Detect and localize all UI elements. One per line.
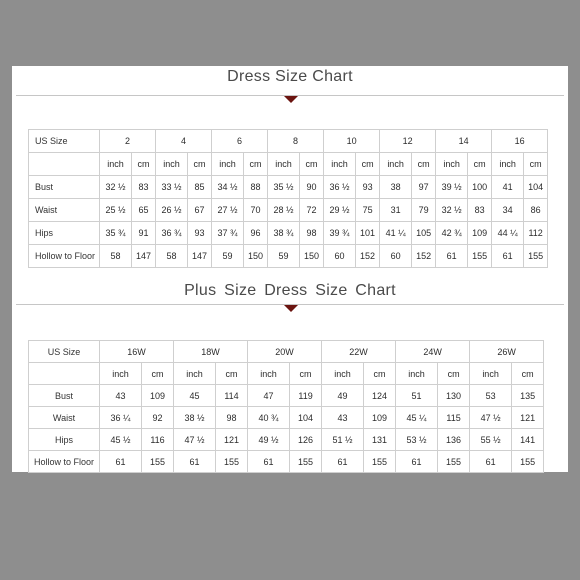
inch-unit-header: inch xyxy=(470,363,512,385)
measurement-value: 61 xyxy=(470,451,512,473)
measurement-value: 93 xyxy=(356,176,380,199)
table-row xyxy=(29,385,544,407)
measurement-value: 59 xyxy=(212,245,244,268)
size-column-header: 12 xyxy=(380,130,436,153)
measurement-value: 45 ½ xyxy=(100,429,142,451)
measurement-value: 47 ½ xyxy=(174,429,216,451)
measurement-value: 101 xyxy=(356,222,380,245)
measurement-value: 61 xyxy=(492,245,524,268)
measurement-value: 75 xyxy=(356,199,380,222)
measurement-value: 61 xyxy=(100,451,142,473)
measurement-label: Hollow to Floor xyxy=(29,245,100,268)
inch-unit-header: inch xyxy=(100,153,132,176)
cm-unit-header: cm xyxy=(412,153,436,176)
measurement-value: 152 xyxy=(356,245,380,268)
inch-unit-header: inch xyxy=(380,153,412,176)
empty-cell xyxy=(29,363,100,385)
measurement-value: 35 ½ xyxy=(268,176,300,199)
measurement-value: 70 xyxy=(244,199,268,222)
measurement-value: 61 xyxy=(436,245,468,268)
cm-unit-header: cm xyxy=(142,363,174,385)
measurement-label: Hips xyxy=(29,222,100,245)
measurement-value: 65 xyxy=(132,199,156,222)
measurement-value: 60 xyxy=(324,245,356,268)
measurement-value: 61 xyxy=(396,451,438,473)
measurement-value: 105 xyxy=(412,222,436,245)
table-row xyxy=(29,176,548,199)
measurement-value: 85 xyxy=(188,176,212,199)
measurement-value: 58 xyxy=(156,245,188,268)
table-row xyxy=(29,245,548,268)
measurement-value: 121 xyxy=(216,429,248,451)
cm-unit-header: cm xyxy=(468,153,492,176)
measurement-value: 72 xyxy=(300,199,324,222)
inch-unit-header: inch xyxy=(156,153,188,176)
measurement-label: Bust xyxy=(29,385,100,407)
measurement-value: 27 ½ xyxy=(212,199,244,222)
size-column-header: 18W xyxy=(174,341,248,363)
measurement-value: 51 ½ xyxy=(322,429,364,451)
size-header-row xyxy=(29,341,544,363)
size-column-header: 22W xyxy=(322,341,396,363)
inch-unit-header: inch xyxy=(436,153,468,176)
measurement-value: 29 ½ xyxy=(324,199,356,222)
measurement-value: 109 xyxy=(364,407,396,429)
measurement-value: 32 ½ xyxy=(100,176,132,199)
measurement-value: 116 xyxy=(142,429,174,451)
measurement-value: 97 xyxy=(412,176,436,199)
measurement-value: 121 xyxy=(512,407,544,429)
plus-size-chart-title: Plus Size Dress Size Chart xyxy=(184,282,396,299)
inch-unit-header: inch xyxy=(248,363,290,385)
measurement-value: 42 ¾ xyxy=(436,222,468,245)
table-row xyxy=(29,407,544,429)
measurement-value: 37 ¾ xyxy=(212,222,244,245)
measurement-value: 41 xyxy=(492,176,524,199)
size-column-header: 14 xyxy=(436,130,492,153)
inch-unit-header: inch xyxy=(212,153,244,176)
us-size-header: US Size xyxy=(29,341,100,363)
measurement-value: 59 xyxy=(268,245,300,268)
measurement-value: 43 xyxy=(322,407,364,429)
measurement-value: 136 xyxy=(438,429,470,451)
measurement-value: 67 xyxy=(188,199,212,222)
measurement-value: 155 xyxy=(364,451,396,473)
empty-cell xyxy=(29,153,100,176)
inch-unit-header: inch xyxy=(268,153,300,176)
unit-header-row xyxy=(29,153,548,176)
cm-unit-header: cm xyxy=(188,153,212,176)
measurement-value: 25 ½ xyxy=(100,199,132,222)
measurement-value: 58 xyxy=(100,245,132,268)
size-column-header: 16 xyxy=(492,130,548,153)
measurement-value: 60 xyxy=(380,245,412,268)
measurement-value: 44 ¼ xyxy=(492,222,524,245)
size-column-header: 6 xyxy=(212,130,268,153)
cm-unit-header: cm xyxy=(216,363,248,385)
measurement-value: 86 xyxy=(524,199,548,222)
measurement-value: 55 ½ xyxy=(470,429,512,451)
us-size-header: US Size xyxy=(29,130,100,153)
measurement-label: Waist xyxy=(29,199,100,222)
inch-unit-header: inch xyxy=(322,363,364,385)
cm-unit-header: cm xyxy=(244,153,268,176)
measurement-value: 150 xyxy=(244,245,268,268)
cm-unit-header: cm xyxy=(512,363,544,385)
measurement-value: 38 ¾ xyxy=(268,222,300,245)
measurement-value: 124 xyxy=(364,385,396,407)
measurement-value: 45 xyxy=(174,385,216,407)
measurement-value: 49 xyxy=(322,385,364,407)
pointer-triangle-icon xyxy=(284,96,298,103)
measurement-value: 147 xyxy=(188,245,212,268)
measurement-value: 51 xyxy=(396,385,438,407)
measurement-value: 155 xyxy=(290,451,322,473)
measurement-value: 79 xyxy=(412,199,436,222)
measurement-value: 155 xyxy=(524,245,548,268)
table-row xyxy=(29,429,544,451)
measurement-value: 36 ½ xyxy=(324,176,356,199)
measurement-value: 61 xyxy=(248,451,290,473)
cm-unit-header: cm xyxy=(524,153,548,176)
measurement-value: 26 ½ xyxy=(156,199,188,222)
table-row xyxy=(29,222,548,245)
measurement-value: 100 xyxy=(468,176,492,199)
measurement-value: 33 ½ xyxy=(156,176,188,199)
size-column-header: 26W xyxy=(470,341,544,363)
measurement-value: 147 xyxy=(132,245,156,268)
measurement-value: 96 xyxy=(244,222,268,245)
measurement-value: 155 xyxy=(512,451,544,473)
measurement-value: 131 xyxy=(364,429,396,451)
measurement-value: 126 xyxy=(290,429,322,451)
measurement-value: 34 ½ xyxy=(212,176,244,199)
size-column-header: 16W xyxy=(100,341,174,363)
measurement-value: 104 xyxy=(524,176,548,199)
measurement-label: Bust xyxy=(29,176,100,199)
inch-unit-header: inch xyxy=(174,363,216,385)
measurement-value: 114 xyxy=(216,385,248,407)
pointer-triangle-icon xyxy=(284,305,298,312)
inch-unit-header: inch xyxy=(100,363,142,385)
size-column-header: 24W xyxy=(396,341,470,363)
measurement-label: Waist xyxy=(29,407,100,429)
measurement-value: 34 xyxy=(492,199,524,222)
measurement-value: 98 xyxy=(216,407,248,429)
measurement-value: 155 xyxy=(142,451,174,473)
measurement-value: 141 xyxy=(512,429,544,451)
measurement-value: 152 xyxy=(412,245,436,268)
measurement-value: 35 ¾ xyxy=(100,222,132,245)
measurement-value: 98 xyxy=(300,222,324,245)
measurement-value: 32 ½ xyxy=(436,199,468,222)
measurement-value: 38 xyxy=(380,176,412,199)
measurement-value: 49 ½ xyxy=(248,429,290,451)
inch-unit-header: inch xyxy=(324,153,356,176)
measurement-value: 135 xyxy=(512,385,544,407)
measurement-value: 155 xyxy=(438,451,470,473)
measurement-value: 130 xyxy=(438,385,470,407)
measurement-value: 61 xyxy=(322,451,364,473)
size-header-row xyxy=(29,130,548,153)
measurement-value: 28 ½ xyxy=(268,199,300,222)
measurement-value: 119 xyxy=(290,385,322,407)
measurement-value: 92 xyxy=(142,407,174,429)
measurement-value: 155 xyxy=(216,451,248,473)
measurement-value: 40 ¾ xyxy=(248,407,290,429)
size-column-header: 20W xyxy=(248,341,322,363)
measurement-value: 53 xyxy=(470,385,512,407)
dress-size-chart-title: Dress Size Chart xyxy=(227,68,353,85)
measurement-value: 83 xyxy=(468,199,492,222)
size-column-header: 2 xyxy=(100,130,156,153)
measurement-value: 109 xyxy=(142,385,174,407)
measurement-value: 91 xyxy=(132,222,156,245)
measurement-value: 47 xyxy=(248,385,290,407)
measurement-value: 115 xyxy=(438,407,470,429)
inch-unit-header: inch xyxy=(492,153,524,176)
cm-unit-header: cm xyxy=(290,363,322,385)
table-row xyxy=(29,199,548,222)
measurement-value: 31 xyxy=(380,199,412,222)
measurement-value: 39 ¾ xyxy=(324,222,356,245)
size-chart-panel xyxy=(12,66,568,472)
size-column-header: 4 xyxy=(156,130,212,153)
measurement-value: 39 ½ xyxy=(436,176,468,199)
measurement-value: 88 xyxy=(244,176,268,199)
measurement-value: 38 ½ xyxy=(174,407,216,429)
measurement-label: Hips xyxy=(29,429,100,451)
table-row xyxy=(29,451,544,473)
measurement-value: 150 xyxy=(300,245,324,268)
measurement-value: 104 xyxy=(290,407,322,429)
size-column-header: 10 xyxy=(324,130,380,153)
cm-unit-header: cm xyxy=(300,153,324,176)
measurement-value: 90 xyxy=(300,176,324,199)
measurement-value: 83 xyxy=(132,176,156,199)
unit-header-row xyxy=(29,363,544,385)
measurement-value: 45 ¼ xyxy=(396,407,438,429)
measurement-value: 61 xyxy=(174,451,216,473)
cm-unit-header: cm xyxy=(364,363,396,385)
inch-unit-header: inch xyxy=(396,363,438,385)
cm-unit-header: cm xyxy=(356,153,380,176)
measurement-value: 109 xyxy=(468,222,492,245)
measurement-label: Hollow to Floor xyxy=(29,451,100,473)
measurement-value: 53 ½ xyxy=(396,429,438,451)
measurement-value: 43 xyxy=(100,385,142,407)
measurement-value: 36 ¾ xyxy=(156,222,188,245)
measurement-value: 155 xyxy=(468,245,492,268)
measurement-value: 41 ¼ xyxy=(380,222,412,245)
dress-size-table xyxy=(28,129,548,268)
measurement-value: 47 ½ xyxy=(470,407,512,429)
measurement-value: 36 ¼ xyxy=(100,407,142,429)
cm-unit-header: cm xyxy=(132,153,156,176)
measurement-value: 93 xyxy=(188,222,212,245)
measurement-value: 112 xyxy=(524,222,548,245)
plus-size-table xyxy=(28,340,544,473)
cm-unit-header: cm xyxy=(438,363,470,385)
size-column-header: 8 xyxy=(268,130,324,153)
